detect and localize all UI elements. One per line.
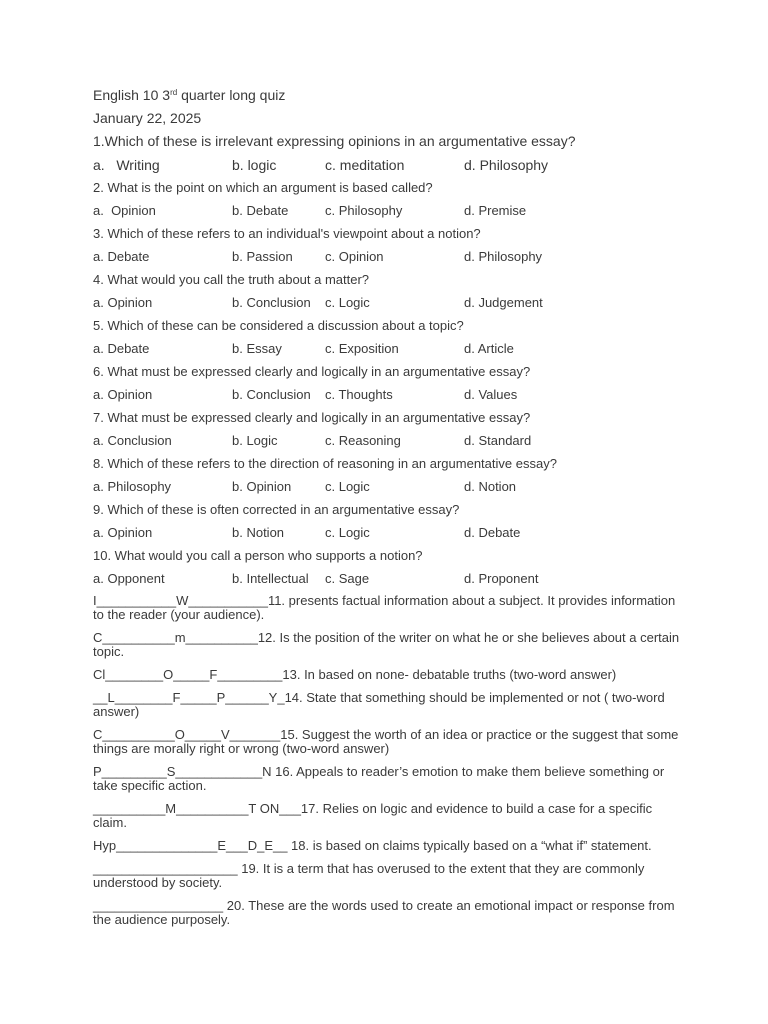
option-d: d. Proponent <box>464 571 539 586</box>
fill-in-item-14: __L________F_____P______Y_14. State that something should be implemented or not ( two-word answer) <box>93 690 665 719</box>
fill-in-item-20: __________________ 20. These are the words used to create an emotional impact or response from the audience purposely. <box>93 898 675 927</box>
fill-in-item-15: C__________O_____V_______15. Suggest the worth of an idea or practice or the suggest that some things are morally right or wrong (two-word answer) <box>93 727 679 756</box>
question-6: 6. What must be expressed clearly and logically in an argumentative essay? <box>93 364 531 379</box>
option-b: b. Passion <box>232 249 293 264</box>
option-c: c. Opinion <box>325 249 384 264</box>
option-d: d. Standard <box>464 433 532 448</box>
question-1: 1.Which of these is irrelevant expressing opinions in an argumentative essay? <box>93 133 576 149</box>
option-a: a. Debate <box>93 341 150 356</box>
option-a: a. Opinion <box>93 295 153 310</box>
option-d: d. Philosophy <box>464 249 543 264</box>
option-c: c. Logic <box>325 295 370 310</box>
option-c: c. Logic <box>325 525 370 540</box>
options-3 <box>93 249 683 265</box>
options-9 <box>93 525 683 541</box>
option-c: c. Philosophy <box>325 203 403 218</box>
option-c: c. Logic <box>325 479 370 494</box>
option-d: d. Debate <box>464 525 521 540</box>
option-a: a. Philosophy <box>93 479 172 494</box>
question-2: 2. What is the point on which an argument is based called? <box>93 180 433 195</box>
option-a: a. Opinion <box>93 525 153 540</box>
options-8 <box>93 479 683 495</box>
option-c: c. Exposition <box>325 341 399 356</box>
question-4: 4. What would you call the truth about a matter? <box>93 272 370 287</box>
options-6 <box>93 387 683 403</box>
option-d: d. Values <box>464 387 518 402</box>
option-a: a. Writing <box>93 157 160 173</box>
question-10: 10. What would you call a person who supports a notion? <box>93 548 423 563</box>
title-superscript: rd <box>170 88 178 97</box>
option-a: a. Opinion <box>93 387 153 402</box>
option-c: c. Reasoning <box>325 433 401 448</box>
option-d: d. Judgement <box>464 295 543 310</box>
options-10 <box>93 571 683 587</box>
options-5 <box>93 341 683 357</box>
option-b: b. Debate <box>232 203 289 218</box>
option-d: d. Article <box>464 341 514 356</box>
option-c: c. meditation <box>325 157 405 173</box>
option-b: b. logic <box>232 157 277 173</box>
fill-in-item-12: C__________m__________12. Is the position of the writer on what he or she believes about a certain topic. <box>93 630 680 659</box>
option-d: d. Philosophy <box>464 157 549 173</box>
question-3: 3. Which of these refers to an individual's viewpoint about a notion? <box>93 226 481 241</box>
fill-in-item-18: Hyp______________E___D_E__ 18. is based on claims typically based on a “what if” statement. <box>93 838 652 853</box>
question-7: 7. What must be expressed clearly and logically in an argumentative essay? <box>93 410 531 425</box>
option-b: b. Opinion <box>232 479 292 494</box>
option-a: a. Conclusion <box>93 433 172 448</box>
option-c: c. Thoughts <box>325 387 393 402</box>
option-b: b. Conclusion <box>232 295 311 310</box>
fill-in-item-13: Cl________O_____F_________13. In based on none- debatable truths (two-word answer) <box>93 667 617 682</box>
options-4 <box>93 295 683 311</box>
option-a: a. Debate <box>93 249 150 264</box>
option-b: b. Logic <box>232 433 278 448</box>
fill-in-item-11: I___________W___________11. presents factual information about a subject. It provides information to the reader (your audience). <box>93 593 676 622</box>
fill-in-item-19: ____________________ 19. It is a term that has overused to the extent that they are commonly understood by society. <box>93 861 645 890</box>
options-1 <box>93 157 683 174</box>
option-d: d. Premise <box>464 203 527 218</box>
options-2 <box>93 203 683 219</box>
option-d: d. Notion <box>464 479 517 494</box>
option-c: c. Sage <box>325 571 370 586</box>
option-b: b. Notion <box>232 525 285 540</box>
quiz-date: January 22, 2025 <box>93 110 202 126</box>
option-a: a. Opinion <box>93 203 156 218</box>
question-5: 5. Which of these can be considered a discussion about a topic? <box>93 318 464 333</box>
option-b: b. Essay <box>232 341 282 356</box>
fill-in-item-17: __________M__________T ON___17. Relies on logic and evidence to build a case for a specific claim. <box>93 801 653 830</box>
quiz-page <box>93 87 683 936</box>
option-a: a. Opponent <box>93 571 165 586</box>
quiz-title: English 10 3rd quarter long quiz <box>93 87 286 103</box>
question-8: 8. Which of these refers to the direction of reasoning in an argumentative essay? <box>93 456 557 471</box>
question-9: 9. Which of these is often corrected in an argumentative essay? <box>93 502 460 517</box>
option-b: b. Intellectual <box>232 571 309 586</box>
option-b: b. Conclusion <box>232 387 311 402</box>
options-7 <box>93 433 683 449</box>
fill-in-item-16: P_________S____________N 16. Appeals to reader’s emotion to make them believe something or take specific action. <box>93 764 665 793</box>
